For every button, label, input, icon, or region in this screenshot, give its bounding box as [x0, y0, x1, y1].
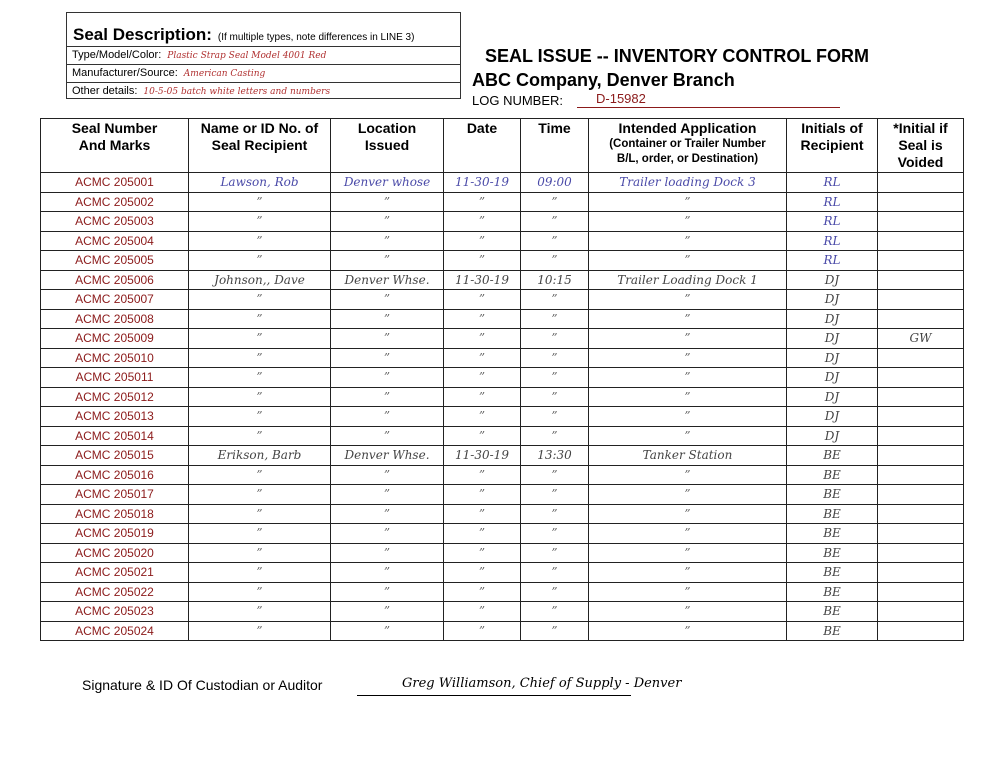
- voided-initial-cell[interactable]: [878, 582, 964, 602]
- location-cell[interactable]: Denver whose: [331, 173, 444, 193]
- seal-number-cell: ACMC 205019: [41, 524, 189, 544]
- date-cell[interactable]: ”: [444, 329, 521, 349]
- date-cell[interactable]: 11-30-19: [444, 270, 521, 290]
- signature-label: Signature & ID Of Custodian or Auditor: [82, 677, 323, 693]
- log-number-field[interactable]: [577, 91, 840, 108]
- initials-cell[interactable]: DJ: [787, 270, 878, 290]
- time-cell[interactable]: ”: [521, 212, 589, 232]
- other-details-field[interactable]: [67, 83, 460, 100]
- application-cell[interactable]: ”: [589, 309, 787, 329]
- initials-cell[interactable]: DJ: [787, 368, 878, 388]
- initials-cell[interactable]: RL: [787, 212, 878, 232]
- location-cell[interactable]: ”: [331, 407, 444, 427]
- location-cell[interactable]: Denver Whse.: [331, 446, 444, 466]
- form-title: SEAL ISSUE -- INVENTORY CONTROL FORM: [485, 46, 870, 66]
- table-row: [41, 192, 964, 212]
- type-model-color-label: Type/Model/Color:: [72, 49, 162, 61]
- seal-number-cell: ACMC 205014: [41, 426, 189, 446]
- application-cell[interactable]: ”: [589, 582, 787, 602]
- table-row: [41, 309, 964, 329]
- time-cell[interactable]: ”: [521, 387, 589, 407]
- recipient-name-cell[interactable]: ”: [189, 212, 331, 232]
- location-cell[interactable]: ”: [331, 251, 444, 271]
- initials-cell[interactable]: RL: [787, 192, 878, 212]
- location-cell[interactable]: ”: [331, 485, 444, 505]
- application-cell[interactable]: ”: [589, 485, 787, 505]
- col-header-recipient-name-text: Name or ID No. of Seal Recipient: [200, 120, 319, 153]
- table-row: [41, 290, 964, 310]
- initials-cell[interactable]: DJ: [787, 329, 878, 349]
- recipient-name-cell[interactable]: ”: [189, 485, 331, 505]
- col-header-location: [331, 119, 444, 173]
- time-cell[interactable]: ”: [521, 465, 589, 485]
- application-cell[interactable]: ”: [589, 407, 787, 427]
- voided-initial-cell[interactable]: [878, 348, 964, 368]
- table-body: [41, 173, 964, 641]
- location-cell[interactable]: ”: [331, 192, 444, 212]
- application-cell[interactable]: ”: [589, 426, 787, 446]
- date-cell[interactable]: ”: [444, 582, 521, 602]
- table-row: [41, 251, 964, 271]
- application-cell[interactable]: ”: [589, 290, 787, 310]
- date-cell[interactable]: ”: [444, 212, 521, 232]
- date-cell[interactable]: ”: [444, 251, 521, 271]
- time-cell[interactable]: 13:30: [521, 446, 589, 466]
- location-cell[interactable]: ”: [331, 212, 444, 232]
- recipient-name-cell[interactable]: ”: [189, 465, 331, 485]
- voided-initial-cell[interactable]: [878, 270, 964, 290]
- seal-number-cell: ACMC 205008: [41, 309, 189, 329]
- date-cell[interactable]: ”: [444, 231, 521, 251]
- table-header-row: [41, 119, 964, 173]
- initials-cell[interactable]: BE: [787, 446, 878, 466]
- initials-cell[interactable]: RL: [787, 173, 878, 193]
- date-cell[interactable]: ”: [444, 602, 521, 622]
- application-cell[interactable]: ”: [589, 348, 787, 368]
- time-cell[interactable]: ”: [521, 290, 589, 310]
- voided-initial-cell[interactable]: [878, 426, 964, 446]
- application-cell[interactable]: ”: [589, 504, 787, 524]
- time-cell[interactable]: ”: [521, 251, 589, 271]
- voided-initial-cell[interactable]: [878, 543, 964, 563]
- seal-description-box: [66, 12, 461, 99]
- seal-number-cell: ACMC 205022: [41, 582, 189, 602]
- initials-cell[interactable]: BE: [787, 602, 878, 622]
- seal-number-cell: ACMC 205010: [41, 348, 189, 368]
- seal-number-cell: ACMC 205013: [41, 407, 189, 427]
- voided-initial-cell[interactable]: [878, 485, 964, 505]
- recipient-name-cell[interactable]: ”: [189, 329, 331, 349]
- voided-initial-cell[interactable]: [878, 621, 964, 641]
- col-header-seal-number: [41, 119, 189, 173]
- seal-number-cell: ACMC 205004: [41, 231, 189, 251]
- company-name: ABC Company, Denver Branch: [472, 70, 735, 90]
- col-header-recipient-name: [189, 119, 331, 173]
- log-number-value: D-15982: [596, 91, 646, 106]
- col-header-intended-application-text: Intended Application: [618, 120, 757, 136]
- date-cell[interactable]: 11-30-19: [444, 446, 521, 466]
- col-header-voided-text: *Initial if Seal is Voided: [893, 120, 948, 170]
- table-row: [41, 465, 964, 485]
- recipient-name-cell[interactable]: Lawson, Rob: [189, 173, 331, 193]
- initials-cell[interactable]: DJ: [787, 387, 878, 407]
- application-cell[interactable]: Trailer Loading Dock 1: [589, 270, 787, 290]
- other-details-label: Other details:: [72, 85, 138, 97]
- recipient-name-cell[interactable]: ”: [189, 192, 331, 212]
- initials-cell[interactable]: DJ: [787, 290, 878, 310]
- voided-initial-cell[interactable]: [878, 290, 964, 310]
- seal-number-cell: ACMC 205011: [41, 368, 189, 388]
- recipient-name-cell[interactable]: ”: [189, 426, 331, 446]
- seal-number-cell: ACMC 205016: [41, 465, 189, 485]
- initials-cell[interactable]: RL: [787, 231, 878, 251]
- voided-initial-cell[interactable]: [878, 602, 964, 622]
- application-cell[interactable]: ”: [589, 192, 787, 212]
- recipient-name-cell[interactable]: ”: [189, 602, 331, 622]
- recipient-name-cell[interactable]: ”: [189, 504, 331, 524]
- date-cell[interactable]: ”: [444, 621, 521, 641]
- time-cell[interactable]: ”: [521, 231, 589, 251]
- voided-initial-cell[interactable]: [878, 446, 964, 466]
- col-header-initials-text: Initials of Recipient: [800, 120, 864, 153]
- application-cell[interactable]: Tanker Station: [589, 446, 787, 466]
- recipient-name-cell[interactable]: ”: [189, 251, 331, 271]
- date-cell[interactable]: 11-30-19: [444, 173, 521, 193]
- voided-initial-cell[interactable]: [878, 407, 964, 427]
- location-cell[interactable]: ”: [331, 368, 444, 388]
- voided-initial-cell[interactable]: [878, 368, 964, 388]
- date-cell[interactable]: ”: [444, 563, 521, 583]
- recipient-name-cell[interactable]: ”: [189, 290, 331, 310]
- initials-cell[interactable]: DJ: [787, 426, 878, 446]
- voided-initial-cell[interactable]: GW: [878, 329, 964, 349]
- location-cell[interactable]: ”: [331, 465, 444, 485]
- application-cell[interactable]: Trailer loading Dock 3: [589, 173, 787, 193]
- date-cell[interactable]: ”: [444, 485, 521, 505]
- application-cell[interactable]: ”: [589, 251, 787, 271]
- time-cell[interactable]: ”: [521, 192, 589, 212]
- table-row: [41, 426, 964, 446]
- seal-issue-table: [40, 118, 964, 641]
- time-cell[interactable]: ”: [521, 621, 589, 641]
- location-cell[interactable]: ”: [331, 348, 444, 368]
- initials-cell[interactable]: BE: [787, 524, 878, 544]
- initials-cell[interactable]: DJ: [787, 348, 878, 368]
- table-row: [41, 348, 964, 368]
- manufacturer-source-value: American Casting: [183, 69, 266, 79]
- voided-initial-cell[interactable]: [878, 504, 964, 524]
- seal-number-cell: ACMC 205012: [41, 387, 189, 407]
- recipient-name-cell[interactable]: Erikson, Barb: [189, 446, 331, 466]
- col-header-seal-number-text: Seal Number And Marks: [71, 120, 158, 153]
- initials-cell[interactable]: BE: [787, 621, 878, 641]
- seal-number-cell: ACMC 205005: [41, 251, 189, 271]
- seal-number-cell: ACMC 205021: [41, 563, 189, 583]
- seal-description-title-text: Seal Description:: [73, 25, 212, 44]
- initials-cell[interactable]: BE: [787, 543, 878, 563]
- recipient-name-cell[interactable]: ”: [189, 387, 331, 407]
- initials-cell[interactable]: BE: [787, 465, 878, 485]
- table-row: [41, 270, 964, 290]
- seal-number-cell: ACMC 205017: [41, 485, 189, 505]
- col-header-location-text: Location Issued: [357, 120, 417, 153]
- application-cell[interactable]: ”: [589, 563, 787, 583]
- location-cell[interactable]: ”: [331, 329, 444, 349]
- col-header-initials: [787, 119, 878, 173]
- initials-cell[interactable]: BE: [787, 563, 878, 583]
- date-cell[interactable]: ”: [444, 192, 521, 212]
- date-cell[interactable]: ”: [444, 309, 521, 329]
- seal-number-cell: ACMC 205003: [41, 212, 189, 232]
- time-cell[interactable]: ”: [521, 563, 589, 583]
- table-row: [41, 543, 964, 563]
- seal-description-note: (If multiple types, note differences in LINE 3): [217, 32, 415, 43]
- seal-description-header: [67, 13, 460, 47]
- initials-cell[interactable]: DJ: [787, 309, 878, 329]
- time-cell[interactable]: ”: [521, 582, 589, 602]
- table-row: [41, 485, 964, 505]
- time-cell[interactable]: ”: [521, 309, 589, 329]
- time-cell[interactable]: ”: [521, 504, 589, 524]
- date-cell[interactable]: ”: [444, 348, 521, 368]
- application-cell[interactable]: ”: [589, 387, 787, 407]
- seal-number-cell: ACMC 205007: [41, 290, 189, 310]
- location-cell[interactable]: ”: [331, 504, 444, 524]
- time-cell[interactable]: 09:00: [521, 173, 589, 193]
- table-row: [41, 621, 964, 641]
- location-cell[interactable]: ”: [331, 387, 444, 407]
- location-cell[interactable]: ”: [331, 621, 444, 641]
- application-cell[interactable]: ”: [589, 212, 787, 232]
- other-details-value: 10-5-05 batch white letters and numbers: [143, 87, 331, 97]
- recipient-name-cell[interactable]: ”: [189, 621, 331, 641]
- seal-description-title: [73, 25, 414, 45]
- date-cell[interactable]: ”: [444, 387, 521, 407]
- initials-cell[interactable]: DJ: [787, 407, 878, 427]
- recipient-name-cell[interactable]: ”: [189, 407, 331, 427]
- application-cell[interactable]: ”: [589, 231, 787, 251]
- time-cell[interactable]: ”: [521, 543, 589, 563]
- location-cell[interactable]: ”: [331, 290, 444, 310]
- time-cell[interactable]: ”: [521, 426, 589, 446]
- seal-number-cell: ACMC 205006: [41, 270, 189, 290]
- table-row: [41, 602, 964, 622]
- table-row: [41, 407, 964, 427]
- log-number-label: LOG NUMBER:: [472, 93, 564, 108]
- location-cell[interactable]: ”: [331, 543, 444, 563]
- time-cell[interactable]: ”: [521, 407, 589, 427]
- time-cell[interactable]: ”: [521, 348, 589, 368]
- recipient-name-cell[interactable]: Johnson,, Dave: [189, 270, 331, 290]
- recipient-name-cell[interactable]: ”: [189, 582, 331, 602]
- col-header-date: [444, 119, 521, 173]
- type-model-color-value: Plastic Strap Seal Model 4001 Red: [167, 51, 327, 61]
- table-row: [41, 582, 964, 602]
- col-header-intended-application-sub: (Container or Trailer Number B/L, order, or Destination): [609, 138, 766, 165]
- recipient-name-cell[interactable]: ”: [189, 309, 331, 329]
- date-cell[interactable]: ”: [444, 465, 521, 485]
- recipient-name-cell[interactable]: ”: [189, 543, 331, 563]
- initials-cell[interactable]: RL: [787, 251, 878, 271]
- type-model-color-field[interactable]: [67, 47, 460, 65]
- location-cell[interactable]: ”: [331, 309, 444, 329]
- manufacturer-source-label: Manufacturer/Source:: [72, 67, 178, 79]
- voided-initial-cell[interactable]: [878, 387, 964, 407]
- table-row: [41, 329, 964, 349]
- seal-number-cell: ACMC 205001: [41, 173, 189, 193]
- application-cell[interactable]: ”: [589, 524, 787, 544]
- time-cell[interactable]: ”: [521, 368, 589, 388]
- voided-initial-cell[interactable]: [878, 231, 964, 251]
- seal-number-cell: ACMC 205018: [41, 504, 189, 524]
- voided-initial-cell[interactable]: [878, 251, 964, 271]
- application-cell[interactable]: ”: [589, 465, 787, 485]
- application-cell[interactable]: ”: [589, 368, 787, 388]
- time-cell[interactable]: ”: [521, 329, 589, 349]
- application-cell[interactable]: ”: [589, 329, 787, 349]
- table-row: [41, 563, 964, 583]
- seal-number-cell: ACMC 205002: [41, 192, 189, 212]
- col-header-time: [521, 119, 589, 173]
- location-cell[interactable]: ”: [331, 231, 444, 251]
- application-cell[interactable]: ”: [589, 621, 787, 641]
- date-cell[interactable]: ”: [444, 426, 521, 446]
- initials-cell[interactable]: BE: [787, 582, 878, 602]
- voided-initial-cell[interactable]: [878, 465, 964, 485]
- recipient-name-cell[interactable]: ”: [189, 524, 331, 544]
- seal-number-cell: ACMC 205009: [41, 329, 189, 349]
- table-row: [41, 446, 964, 466]
- application-cell[interactable]: ”: [589, 543, 787, 563]
- recipient-name-cell[interactable]: ”: [189, 563, 331, 583]
- location-cell[interactable]: ”: [331, 602, 444, 622]
- time-cell[interactable]: ”: [521, 485, 589, 505]
- table-row: [41, 173, 964, 193]
- col-header-time-text: Time: [538, 120, 571, 136]
- seal-number-cell: ACMC 205015: [41, 446, 189, 466]
- initials-cell[interactable]: BE: [787, 504, 878, 524]
- initials-cell[interactable]: BE: [787, 485, 878, 505]
- location-cell[interactable]: ”: [331, 426, 444, 446]
- location-cell[interactable]: ”: [331, 582, 444, 602]
- table-row: [41, 387, 964, 407]
- col-header-intended-application: [589, 119, 787, 173]
- recipient-name-cell[interactable]: ”: [189, 368, 331, 388]
- seal-number-cell: ACMC 205023: [41, 602, 189, 622]
- col-header-voided: [878, 119, 964, 173]
- table-row: [41, 524, 964, 544]
- table-row: [41, 368, 964, 388]
- col-header-date-text: Date: [466, 120, 498, 136]
- date-cell[interactable]: ”: [444, 524, 521, 544]
- date-cell[interactable]: ”: [444, 504, 521, 524]
- seal-number-cell: ACMC 205020: [41, 543, 189, 563]
- location-cell[interactable]: ”: [331, 563, 444, 583]
- voided-initial-cell[interactable]: [878, 309, 964, 329]
- seal-number-cell: ACMC 205024: [41, 621, 189, 641]
- signature-value: Greg Williamson, Chief of Supply - Denver: [402, 676, 682, 691]
- table-row: [41, 504, 964, 524]
- recipient-name-cell[interactable]: ”: [189, 231, 331, 251]
- recipient-name-cell[interactable]: ”: [189, 348, 331, 368]
- voided-initial-cell[interactable]: [878, 524, 964, 544]
- date-cell[interactable]: ”: [444, 407, 521, 427]
- application-cell[interactable]: ”: [589, 602, 787, 622]
- voided-initial-cell[interactable]: [878, 192, 964, 212]
- date-cell[interactable]: ”: [444, 290, 521, 310]
- table-row: [41, 231, 964, 251]
- time-cell[interactable]: ”: [521, 524, 589, 544]
- location-cell[interactable]: ”: [331, 524, 444, 544]
- date-cell[interactable]: ”: [444, 543, 521, 563]
- location-cell[interactable]: Denver Whse.: [331, 270, 444, 290]
- voided-initial-cell[interactable]: [878, 563, 964, 583]
- manufacturer-source-field[interactable]: [67, 65, 460, 83]
- voided-initial-cell[interactable]: [878, 173, 964, 193]
- voided-initial-cell[interactable]: [878, 212, 964, 232]
- time-cell[interactable]: ”: [521, 602, 589, 622]
- date-cell[interactable]: ”: [444, 368, 521, 388]
- time-cell[interactable]: 10:15: [521, 270, 589, 290]
- table-row: [41, 212, 964, 232]
